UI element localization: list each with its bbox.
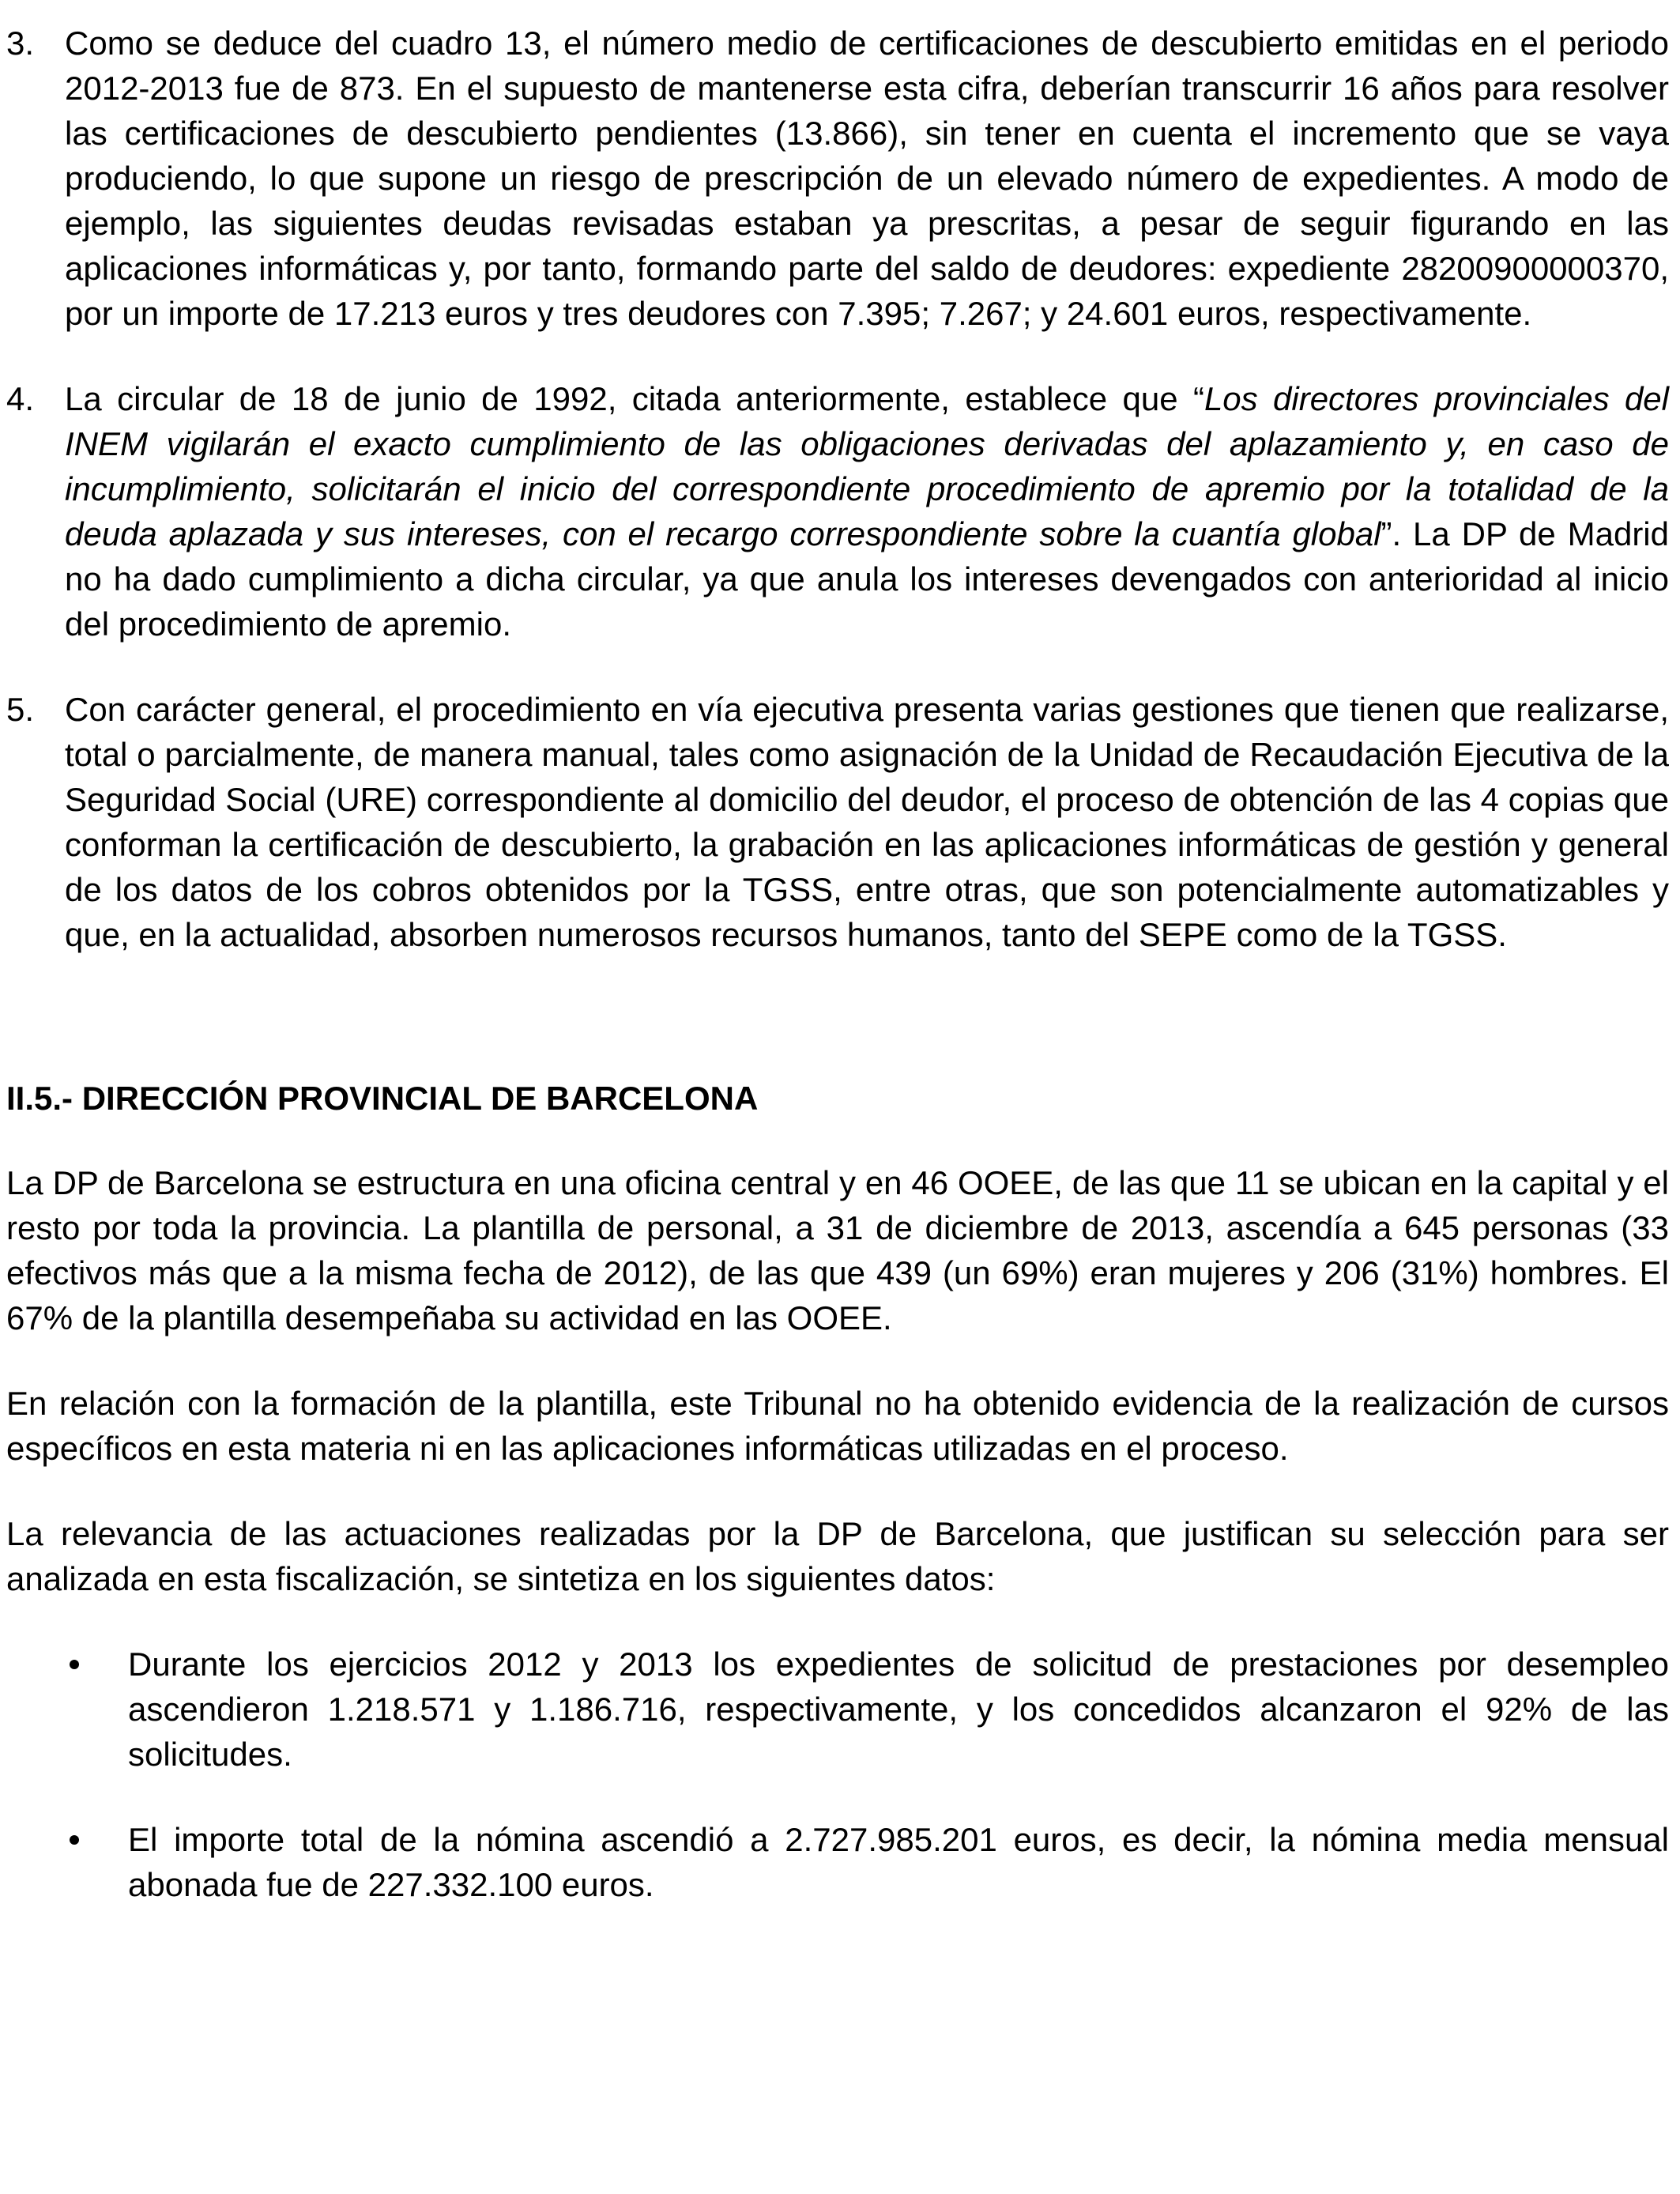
section-heading: II.5.- DIRECCIÓN PROVINCIAL DE BARCELONA xyxy=(6,1080,759,1117)
body-paragraph: En relación con la formación de la plantilla, este Tribunal no ha obtenido evidencia de la realización de cursos específicos en esta materia ni en las aplicaciones informáticas utilizadas en el proceso. xyxy=(6,1385,1669,1467)
numbered-paragraph-3 xyxy=(6,21,1678,336)
bullet-text: El importe total de la nómina ascendió a 2.727.985.201 euros, es decir, la nómina media mensual abonada fue de 227.332.100 euros. xyxy=(128,1821,1678,1903)
item-text-run: La circular de 18 de junio de 1992, citada anteriormente, establece que “ xyxy=(65,380,1204,417)
body-paragraph: La relevancia de las actuaciones realizadas por la DP de Barcelona, que justifican su selección para ser analizada en esta fiscalización, se sintetiza en los siguientes datos: xyxy=(6,1515,1669,1597)
quoted-circular-text: Los directores provinciales del INEM vigilarán el exacto cumplimiento de las obligaciones derivadas del aplazamiento y, en caso de incumplimiento, solicitarán el inicio del correspondiente procedimiento de apremio por la totalidad de la deuda aplazada y sus intereses, con el recargo correspondiente sobre la cuantía global xyxy=(65,380,1678,552)
item-number: 5. xyxy=(6,691,35,728)
item-text xyxy=(65,687,1678,957)
numbered-paragraph-5 xyxy=(6,687,1678,957)
bullet-text: Durante los ejercicios 2012 y 2013 los expedientes de solicitud de prestaciones por desempleo ascendieron 1.218.571 y 1.186.716, respectivamente, y los concedidos alcanzaron el 92% de las solicitudes. xyxy=(128,1646,1678,1773)
item-text xyxy=(65,376,1678,647)
item-text-run: ”. La DP de Madrid no ha dado cumplimiento a dicha circular, ya que anula los intereses devengados con anterioridad al inicio del procedimiento de apremio. xyxy=(65,515,1678,643)
document-page xyxy=(6,21,1678,1947)
item-text-run: Como se deduce del cuadro 13, el número medio de certificaciones de descubierto emitidas en el periodo 2012-2013 fue de 873. En el supuesto de mantenerse esta cifra, deberían transcurrir 16 años para resolver las certificaciones de descubierto pendientes (13.866), sin tener en cuenta el incremento que se vaya produciendo, lo que supone un riesgo de prescripción de un elevado número de expedientes. A modo de ejemplo, las siguientes deudas revisadas estaban ya prescritas, a pesar de seguir figurando en las aplicaciones informáticas y, por tanto, formando parte del saldo de deudores: expediente 28200900000370, por un importe de 17.213 euros y tres deudores con 7.395; 7.267; y 24.601 euros, respectivamente. xyxy=(65,25,1678,332)
item-number: 4. xyxy=(6,380,35,417)
bullet-item xyxy=(6,1642,1678,1777)
bullet-item xyxy=(6,1817,1678,1907)
numbered-paragraph-4 xyxy=(6,376,1678,647)
bullet-icon xyxy=(70,1817,128,1907)
item-text xyxy=(65,21,1678,336)
bullet-icon xyxy=(70,1642,128,1777)
item-number: 3. xyxy=(6,25,35,62)
item-text-run: Con carácter general, el procedimiento en vía ejecutiva presenta varias gestiones que tienen que realizarse, total o parcialmente, de manera manual, tales como asignación de la Unidad de Recaudación Ejecutiva de la Seguridad Social (URE) correspondiente al domicilio del deudor, el proceso de obtención de las 4 copias que conforman la certificación de descubierto, la grabación en las aplicaciones informáticas de gestión y general de los datos de los cobros obtenidos por la TGSS, entre otras, que son potencialmente automatizables y que, en la actualidad, absorben numerosos recursos humanos, tanto del SEPE como de la TGSS. xyxy=(65,691,1678,953)
body-paragraph: La DP de Barcelona se estructura en una oficina central y en 46 OOEE, de las que 11 se ubican en la capital y el resto por toda la provincia. La plantilla de personal, a 31 de diciembre de 2013, ascendía a 645 personas (33 efectivos más que a la misma fecha de 2012), de las que 439 (un 69%) eran mujeres y 206 (31%) hombres. El 67% de la plantilla desempeñaba su actividad en las OOEE. xyxy=(6,1164,1669,1336)
